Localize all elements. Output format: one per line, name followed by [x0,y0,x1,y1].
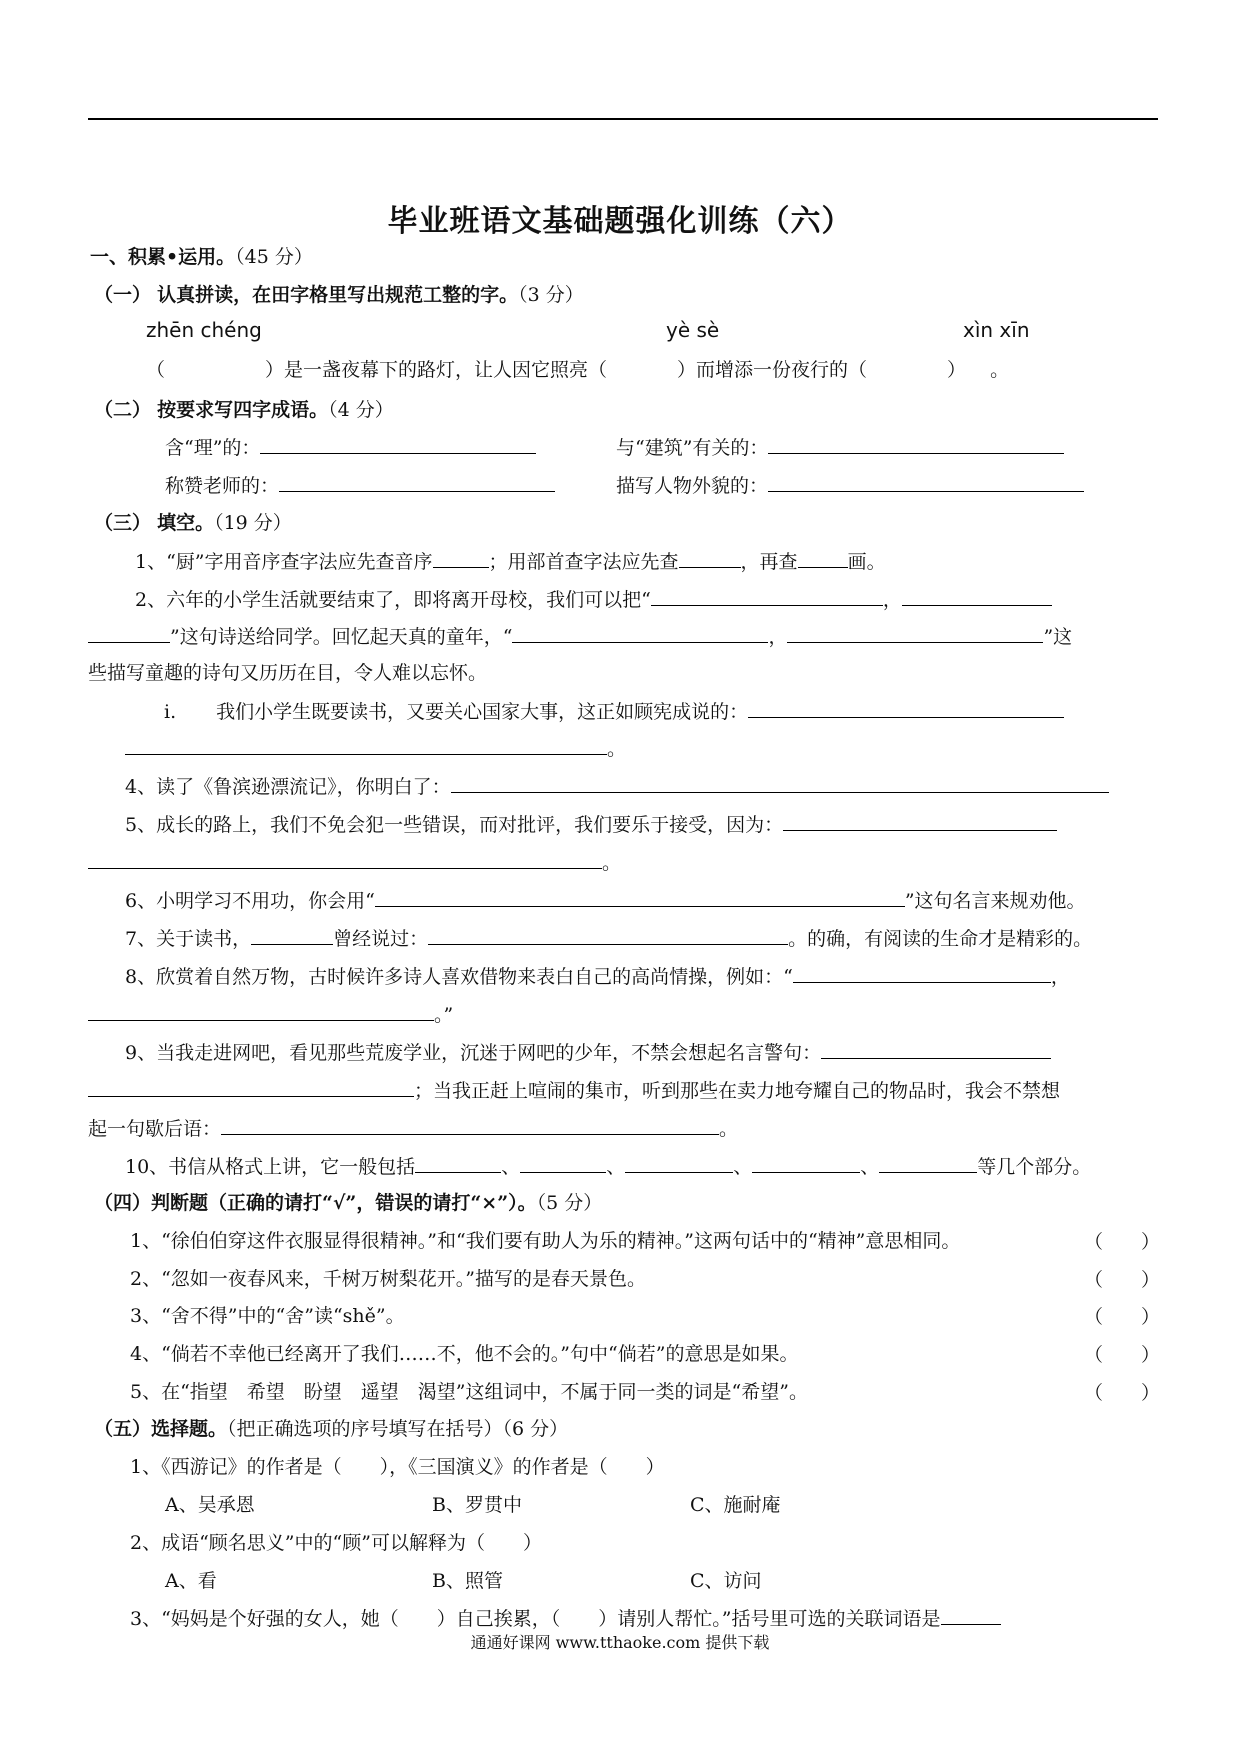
answer-blank[interactable] [625,1152,733,1173]
answer-paren[interactable]: （ ） [1084,1231,1161,1253]
answer-blank[interactable] [88,848,602,869]
fill-q3-cont: 。 [125,734,626,763]
fill-q6: 6、小明学习不用功，你会用“ ”这句名言来规劝他。 [125,886,1086,915]
answer-paren[interactable]: （ ） [1084,1269,1161,1291]
fill-q9-cont: ；当我正赶上喧闹的集市，听到那些在卖力地夸耀自己的物品时，我会不禁想 [88,1076,1060,1105]
choice-option[interactable]: B、照管 [432,1570,503,1592]
fill-q4: 4、读了《鲁滨逊漂流记》，你明白了： [125,772,1109,801]
fill-q2: 2、六年的小学生活就要结束了，即将离开母校，我们可以把“ ， [135,585,1052,614]
answer-blank[interactable] [651,585,883,606]
answer-blank[interactable] [221,1114,719,1135]
answer-blank[interactable] [748,697,1064,718]
choice-q3: 3、“妈妈是个好强的女人，她（ ）自己挨累，（ ）请别人帮忙。”括号里可选的关联词语是 [130,1604,1001,1633]
answer-blank[interactable] [752,1152,860,1173]
pinyin-3: xìn xīn [963,318,1030,342]
fill-q2-cont: ”这句诗送给同学。回忆起天真的童年，“ ， ”这 [88,622,1072,651]
answer-blank[interactable] [941,1604,1001,1625]
answer-blank[interactable] [260,433,536,454]
answer-blank[interactable] [798,547,848,568]
choice-option[interactable]: C、访问 [690,1570,762,1592]
idiom-item: 与“建筑”有关的： [616,433,1064,462]
fill-q2-cont2: 些描写童趣的诗句又历历在目，令人难以忘怀。 [88,662,488,684]
header-rule [88,118,1158,120]
page-title: 毕业班语文基础题强化训练（六） [387,204,853,239]
section1-heading: （一） 认真拼读，在田字格里写出规范工整的字。（3 分） [94,284,584,306]
answer-blank[interactable] [783,810,1057,831]
judge-item-4: 4、“倘若不幸他已经离开了我们……不，他不会的。”句中“倘若”的意思是如果。 [130,1343,799,1365]
fill-q7: 7、关于读书， 曾经说过： 。的确，有阅读的生命才是精彩的。 [125,924,1092,953]
idiom-item: 称赞老师的： [165,471,555,500]
section2-heading: （二） 按要求写四字成语。（4 分） [94,399,394,421]
fill-q9: 9、当我走进网吧，看见那些荒废学业，沉迷于网吧的少年，不禁会想起名言警句： [125,1038,1051,1067]
judge-item-5: 5、在“指望 希望 盼望 遥望 渴望”这组词中，不属于同一类的词是“希望”。 [130,1381,808,1403]
section3-heading: （三） 填空。（19 分） [94,512,292,534]
fill-q5-cont: 。 [88,848,621,877]
answer-blank[interactable] [88,1076,414,1097]
answer-paren[interactable]: （ ） [1084,1344,1161,1366]
fill-q8: 8、欣赏着自然万物，古时候许多诗人喜欢借物来表白自己的高尚情操，例如：“ ， [125,962,1070,991]
judge-item-1: 1、“徐伯伯穿这件衣服显得很精神。”和“我们要有助人为乐的精神。”这两句话中的“精神”意思相同。 [130,1230,961,1252]
choice-option[interactable]: A、吴承恩 [165,1494,255,1516]
answer-blank[interactable] [125,734,607,755]
section5-heading: （五）选择题。（把正确选项的序号填写在括号）（6 分） [94,1418,569,1440]
choice-option[interactable]: A、看 [165,1570,217,1592]
section4-heading: （四）判断题（正确的请打“√”，错误的请打“×”）。（5 分） [94,1192,603,1214]
answer-blank[interactable] [433,547,489,568]
choice-q1: 1、《西游记》的作者是（ ），《三国演义》的作者是（ ） [130,1456,665,1478]
answer-blank[interactable] [793,962,1051,983]
answer-blank[interactable] [879,1152,977,1173]
answer-blank[interactable] [88,1000,434,1021]
answer-paren[interactable]: （ ） [1084,1306,1161,1328]
answer-blank[interactable] [768,433,1064,454]
fill-q5: 5、成长的路上，我们不免会犯一些错误，而对批评，我们要乐于接受，因为： [125,810,1057,839]
answer-blank[interactable] [512,622,768,643]
answer-blank[interactable] [679,547,741,568]
pinyin-2: yè sè [666,318,720,342]
fill-q3: i. 我们小学生既要读书，又要关心国家大事，这正如顾宪成说的： [164,697,1064,726]
part1-heading: 一、积累•运用。（45 分） [90,246,313,268]
answer-blank[interactable] [415,1152,501,1173]
idiom-item: 含“理”的： [165,433,536,462]
answer-blank[interactable] [768,471,1084,492]
fill-q9-cont2: 起一句歇后语： 。 [88,1114,738,1143]
answer-blank[interactable] [902,585,1052,606]
choice-option[interactable]: C、施耐庵 [690,1494,781,1516]
idiom-item: 描写人物外貌的： [616,471,1084,500]
judge-item-2: 2、“忽如一夜春风来，千树万树梨花开。”描写的是春天景色。 [130,1268,647,1290]
section1-sentence: （ ）是一盏夜幕下的路灯，让人因它照亮（ ）而增添一份夜行的（ ） 。 [146,359,1010,381]
answer-blank[interactable] [428,924,788,945]
answer-blank[interactable] [279,471,555,492]
answer-paren[interactable]: （ ） [1084,1382,1161,1404]
answer-blank[interactable] [88,622,170,643]
answer-blank[interactable] [375,886,905,907]
choice-q2: 2、成语“顾名思义”中的“顾”可以解释为（ ） [130,1532,542,1554]
footer-credit: 通通好课网 www.tthaoke.com 提供下载 [470,1633,770,1652]
fill-q1: 1、“厨”字用音序查字法应先查音序 ；用部首查字法应先查 ，再查 画。 [135,547,886,576]
judge-item-3: 3、“舍不得”中的“舍”读“shě”。 [130,1305,405,1327]
pinyin-1: zhēn chéng [146,318,262,342]
answer-blank[interactable] [821,1038,1051,1059]
answer-blank[interactable] [520,1152,606,1173]
answer-blank[interactable] [451,772,1109,793]
fill-q8-cont: 。” [88,1000,453,1029]
answer-blank[interactable] [251,924,333,945]
choice-option[interactable]: B、罗贯中 [432,1494,522,1516]
answer-blank[interactable] [787,622,1043,643]
fill-q10: 10、书信从格式上讲，它一般包括 、 、 、 、 等几个部分。 [125,1152,1091,1181]
